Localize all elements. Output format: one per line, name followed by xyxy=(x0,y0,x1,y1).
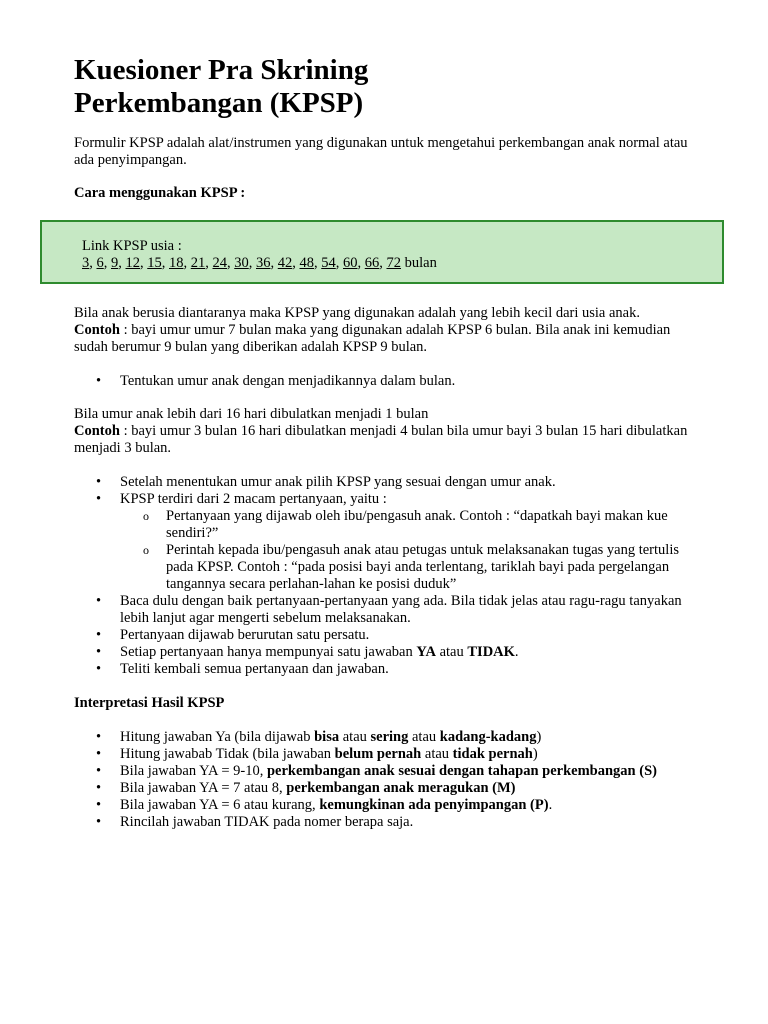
link-separator: , xyxy=(183,255,191,271)
link-separator: , xyxy=(379,255,387,271)
kpsp-link-36[interactable]: 36 xyxy=(256,255,271,271)
bold-term: sering xyxy=(370,729,409,745)
list-item-text: atau xyxy=(408,729,440,745)
list-item-text: atau xyxy=(339,729,371,745)
contoh-label: Contoh xyxy=(74,423,120,439)
title-line-2: Perkembangan (KPSP) xyxy=(74,87,364,119)
interpretasi-list xyxy=(74,729,694,831)
list-item-text: Setiap pertanyaan hanya mempunyai satu jawaban xyxy=(120,644,417,660)
ya-text: YA xyxy=(416,644,436,660)
list-item-text: atau xyxy=(435,644,468,660)
list-item: • Tentukan umur anak dengan menjadikannya dalam bulan. xyxy=(74,373,694,390)
link-suffix: bulan xyxy=(404,255,437,271)
list-item-text: ) xyxy=(536,729,542,745)
kpsp-link-42[interactable]: 42 xyxy=(277,255,293,271)
list-item xyxy=(74,780,694,797)
link-separator: , xyxy=(292,255,300,271)
sub-list-item: o Pertanyaan yang dijawab oleh ibu/pengasuh anak. Contoh : “dapatkah bayi makan kue sendiri?” xyxy=(120,508,694,542)
list-item-text: . xyxy=(514,644,519,660)
cara-heading: Cara menggunakan KPSP : xyxy=(74,185,246,201)
link-list xyxy=(82,255,722,272)
steps-list xyxy=(74,474,694,678)
bold-term: bisa xyxy=(314,729,340,745)
paragraph-usia-line: Bila anak berusia diantaranya maka KPSP yang digunakan adalah yang lebih kecil dari usia anak. xyxy=(74,305,640,321)
list-item: • Pertanyaan dijawab berurutan satu persatu. xyxy=(74,627,694,644)
link-separator: , xyxy=(103,255,111,271)
kpsp-link-12[interactable]: 12 xyxy=(125,255,140,271)
contoh-label: Contoh xyxy=(74,322,120,338)
kpsp-link-54[interactable]: 54 xyxy=(321,255,336,271)
link-separator: , xyxy=(270,255,278,271)
paragraph-usia xyxy=(74,305,694,356)
list-item-text: atau xyxy=(421,746,453,762)
kpsp-link-3[interactable]: 3 xyxy=(82,255,90,271)
contoh-text: : bayi umur 3 bulan 16 hari dibulatkan menjadi 4 bulan bila umur bayi 3 bulan 15 hari dibulatkan menjadi 3 bulan. xyxy=(74,423,688,456)
kpsp-link-6[interactable]: 6 xyxy=(96,255,104,271)
usage-section xyxy=(74,305,694,831)
list-item-text: Bila jawaban YA = 7 atau 8, xyxy=(120,780,287,796)
kpsp-link-9[interactable]: 9 xyxy=(111,255,119,271)
kpsp-link-48[interactable]: 48 xyxy=(299,255,314,271)
list-item xyxy=(74,763,694,780)
kpsp-link-30[interactable]: 30 xyxy=(234,255,249,271)
result-m: perkembangan anak meragukan (M) xyxy=(286,780,516,796)
list-item xyxy=(74,746,694,763)
intro-paragraph: Formulir KPSP adalah alat/instrumen yang digunakan untuk mengetahui perkembangan anak normal atau ada penyimpangan. xyxy=(74,135,688,168)
link-separator: , xyxy=(140,255,148,271)
page-title xyxy=(74,54,696,120)
list-item-text: Hitung jawaban Ya (bila dijawab xyxy=(120,729,315,745)
link-box-label: Link KPSP usia : xyxy=(82,238,182,254)
list-item: • Baca dulu dengan baik pertanyaan-pertanyaan yang ada. Bila tidak jelas atau ragu-ragu tanyakan lebih lanjut agar mengerti sebelum melaksanakan. xyxy=(74,593,694,627)
bold-term: kadang-kadang xyxy=(439,729,537,745)
kpsp-link-15[interactable]: 15 xyxy=(147,255,162,271)
kpsp-link-60[interactable]: 60 xyxy=(343,255,358,271)
sub-list-item: o Perintah kepada ibu/pengasuh anak atau petugas untuk melaksanakan tugas yang tertulis pada KPSP. Contoh : “pada posisi bayi anda terlentang, tariklah bayi pada pergelangan tangannya secara perlahan-lahan ke posisi duduk” xyxy=(120,542,694,593)
list-item xyxy=(74,797,694,814)
link-separator: , xyxy=(161,255,169,271)
list-item xyxy=(74,644,694,661)
contoh-text: : bayi umur umur 7 bulan maka yang digunakan adalah KPSP 6 bulan. Bila anak ini kemudian sudah berumur 9 bulan yang diberikan adalah KPSP 9 bulan. xyxy=(74,322,671,355)
result-p: kemungkinan ada penyimpangan (P) xyxy=(319,797,549,813)
question-types-list xyxy=(120,508,694,593)
list-item-text: Hitung jawabab Tidak (bila jawaban xyxy=(120,746,335,762)
link-separator: , xyxy=(248,255,256,271)
title-line-1: Kuesioner Pra Skrining xyxy=(74,54,369,86)
list-item: • Setelah menentukan umur anak pilih KPSP yang sesuai dengan umur anak. xyxy=(74,474,694,491)
interpretasi-heading: Interpretasi Hasil KPSP xyxy=(74,695,225,711)
list-item: • Teliti kembali semua pertanyaan dan jawaban. xyxy=(74,661,694,678)
link-separator: , xyxy=(314,255,322,271)
link-separator: , xyxy=(227,255,235,271)
bold-term: belum pernah xyxy=(334,746,422,762)
kpsp-link-72[interactable]: 72 xyxy=(386,255,401,271)
list-item-text: ) xyxy=(532,746,538,762)
list-item-text: KPSP terdiri dari 2 macam pertanyaan, yaitu : xyxy=(120,491,387,507)
paragraph-pembulatan-line: Bila umur anak lebih dari 16 hari dibulatkan menjadi 1 bulan xyxy=(74,406,429,422)
list-item xyxy=(74,491,694,593)
list-item-text: Bila jawaban YA = 9-10, xyxy=(120,763,267,779)
umur-list xyxy=(74,373,694,390)
document-header xyxy=(74,54,696,202)
list-item-text: . xyxy=(548,797,553,813)
paragraph-pembulatan xyxy=(74,406,694,457)
link-separator: , xyxy=(335,255,343,271)
link-separator: , xyxy=(89,255,97,271)
result-s: perkembangan anak sesuai dengan tahapan perkembangan (S) xyxy=(266,763,657,779)
kpsp-link-box xyxy=(40,220,724,284)
link-separator: , xyxy=(357,255,365,271)
tidak-text: TIDAK xyxy=(467,644,515,660)
list-item xyxy=(74,729,694,746)
bold-term: tidak pernah xyxy=(452,746,533,762)
link-separator: , xyxy=(118,255,126,271)
kpsp-link-18[interactable]: 18 xyxy=(169,255,184,271)
list-item: • Rincilah jawaban TIDAK pada nomer berapa saja. xyxy=(74,814,694,831)
list-item-text: Bila jawaban YA = 6 atau kurang, xyxy=(120,797,320,813)
link-separator: , xyxy=(205,255,213,271)
kpsp-link-66[interactable]: 66 xyxy=(364,255,380,271)
kpsp-link-24[interactable]: 24 xyxy=(212,255,227,271)
kpsp-link-21[interactable]: 21 xyxy=(190,255,206,271)
